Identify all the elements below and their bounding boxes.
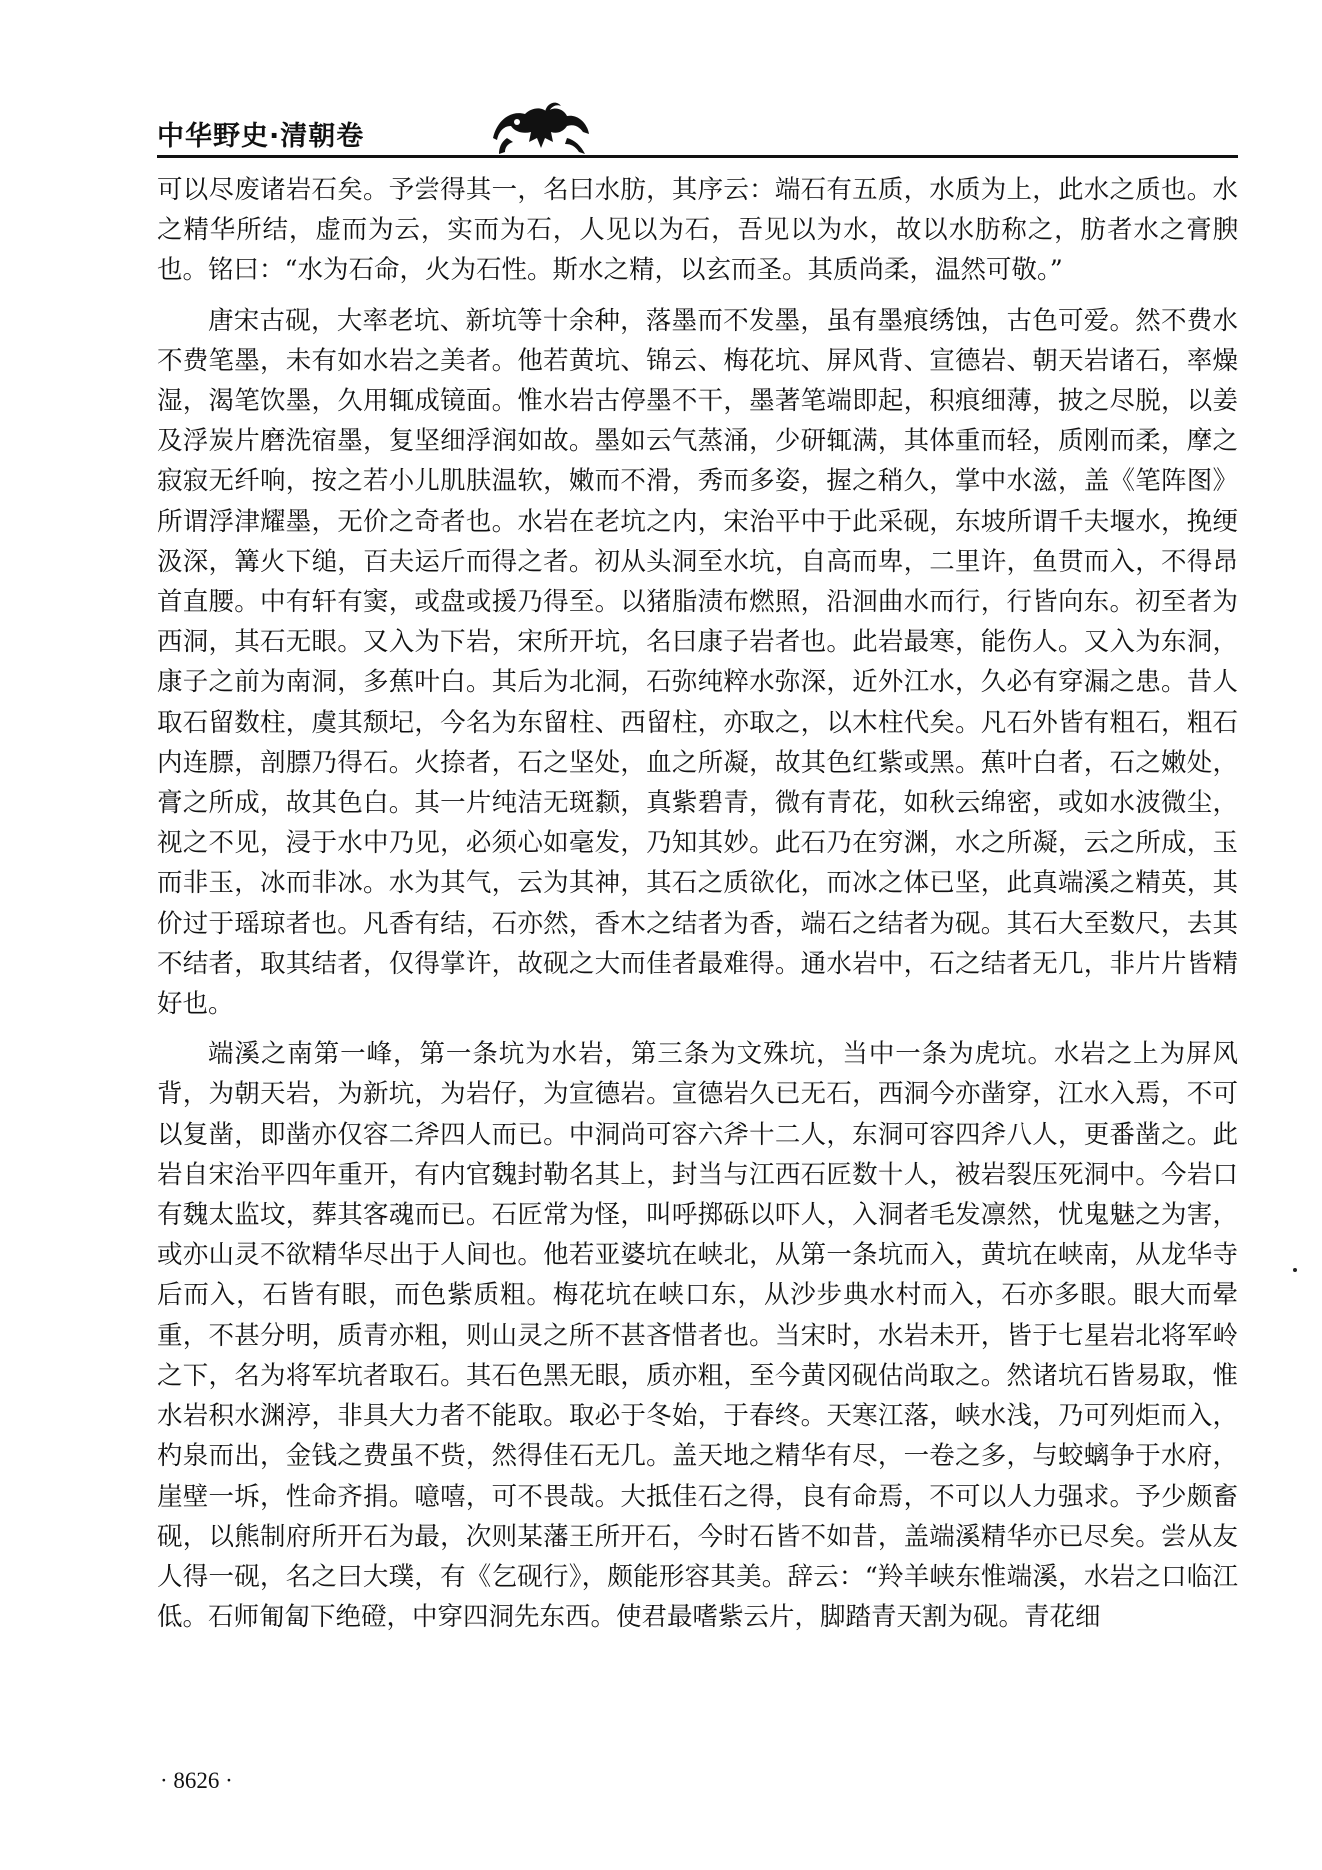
paragraph-continued: 可以尽废诸岩石矣。予尝得其一，名曰水肪，其序云：端石有五质，水质为上，此水之质也。水之精华所结，虚而为云，实而为石，人见以为石，吾见以为水，故以水肪称之，肪者水之膏腴也。铭曰：“水为石命，火为石性。斯水之精，以玄而圣。其质尚柔，温然可敬。”	[157, 175, 1238, 286]
page-number: · 8626 ·	[160, 1768, 233, 1793]
scan-speck	[1293, 1268, 1297, 1272]
book-title: 中华野史·清朝卷	[157, 121, 365, 152]
dragon-emblem-icon	[487, 98, 595, 156]
header-rule	[157, 155, 1238, 158]
main-text	[157, 170, 1238, 1647]
running-header	[157, 102, 1237, 162]
paragraph-duanxi-peaks: 端溪之南第一峰，第一条坑为水岩，第三条为文殊坑，当中一条为虎坑。水岩之上为屏风背，为朝天岩，为新坑，为岩仔，为宣德岩。宣德岩久已无石，西洞今亦凿穿，江水入焉，不可以复凿，即凿亦仅容二斧四人而已。中洞尚可容六斧十二人，东洞可容四斧八人，更番凿之。此岩自宋治平四年重开，有内官魏封勒名其上，封当与江西石匠数十人，被岩裂压死洞中。今岩口有魏太监坟，葬其客魂而已。石匠常为怪，叫呼掷砾以吓人，入洞者毛发凛然，忧鬼魅之为害，或亦山灵不欲精华尽出于人间也。他若亚婆坑在峡北，从第一条坑而入，黄坑在峡南，从龙华寺后而入，石皆有眼，而色紫质粗。梅花坑在峡口东，从沙步典水村而入，石亦多眼。眼大而晕重，不甚分明，质青亦粗，则山灵之所不甚吝惜者也。当宋时，水岩未开，皆于七星岩北将军岭之下，名为将军坑者取石。其石色黑无眼，质亦粗，至今黄冈砚估尚取之。然诸坑石皆易取，惟水岩积水渊渟，非具大力者不能取。取必于冬始，于春终。天寒江落，峡水浅，乃可列炬而入，杓泉而出，金钱之费虽不赀，然得佳石无几。盖天地之精华有尽，一卷之多，与蛟螭争于水府，崖壁一坼，性命齐捐。噫嘻，可不畏哉。大抵佳石之得，良有命焉，不可以人力强求。予少颇畜砚，以熊制府所开石为最，次则某藩王所开石，今时石皆不如昔，盖端溪精华亦已尽矣。尝从友人得一砚，名之曰大璞，有《乞砚行》，颇能形容其美。辞云：“羚羊峡东惟端溪，水岩之口临江低。石师匍匐下绝磴，中穿四洞先东西。使君最嗜紫云片，脚踏青天割为砚。青花细	[157, 1039, 1238, 1633]
paragraph-ancient-inkstones: 唐宋古砚，大率老坑、新坑等十余种，落墨而不发墨，虽有墨痕绣蚀，古色可爱。然不费水不费笔墨，未有如水岩之美者。他若黄坑、锦云、梅花坑、屏风背、宣德岩、朝天岩诸石，率燥湿，渴笔饮墨，久用辄成镜面。惟水岩古停墨不干，墨著笔端即起，积痕细薄，披之尽脱，以姜及浮炭片磨洗宿墨，复坚细浮润如故。墨如云气蒸涌，少研辄满，其体重而轻，质刚而柔，摩之寂寂无纤响，按之若小儿肌肤温软，嫩而不滑，秀而多姿，握之稍久，掌中水滋，盖《笔阵图》所谓浮津耀墨，无价之奇者也。水岩在老坑之内，宋治平中于此采砚，东坡所谓千夫堰水，挽绠汲深，篝火下缒，百夫运斤而得之者。初从头洞至水坑，自高而卑，二里许，鱼贯而入，不得昂首直腰。中有轩有窦，或盘或援乃得至。以猪脂渍布燃照，沿洄曲水而行，行皆向东。初至者为西洞，其石无眼。又入为下岩，宋所开坑，名曰康子岩者也。此岩最寒，能伤人。又入为东洞，康子之前为南洞，多蕉叶白。其后为北洞，石弥纯粹水弥深，近外江水，久必有穿漏之患。昔人取石留数柱，虞其颓圮，今名为东留柱、西留柱，亦取之，以木柱代矣。凡石外皆有粗石，粗石内连膘，剖膘乃得石。火捺者，石之坚处，血之所凝，故其色红紫或黑。蕉叶白者，石之嫩处，膏之所成，故其色白。其一片纯洁无斑颣，真紫碧青，微有青花，如秋云绵密，或如水波微尘，视之不见，浸于水中乃见，必须心如毫发，乃知其妙。此石乃在穷渊，水之所凝，云之所成，玉而非玉，冰而非冰。水为其气，云为其神，其石之质欲化，而冰之体已坚，此真端溪之精英，其价过于瑶琼者也。凡香有结，石亦然，香木之结者为香，端石之结者为砚。其石大至数尺，去其不结者，取其结者，仅得掌许，故砚之大而佳者最难得。通水岩中，石之结者无几，非片片皆精好也。	[157, 305, 1238, 1020]
